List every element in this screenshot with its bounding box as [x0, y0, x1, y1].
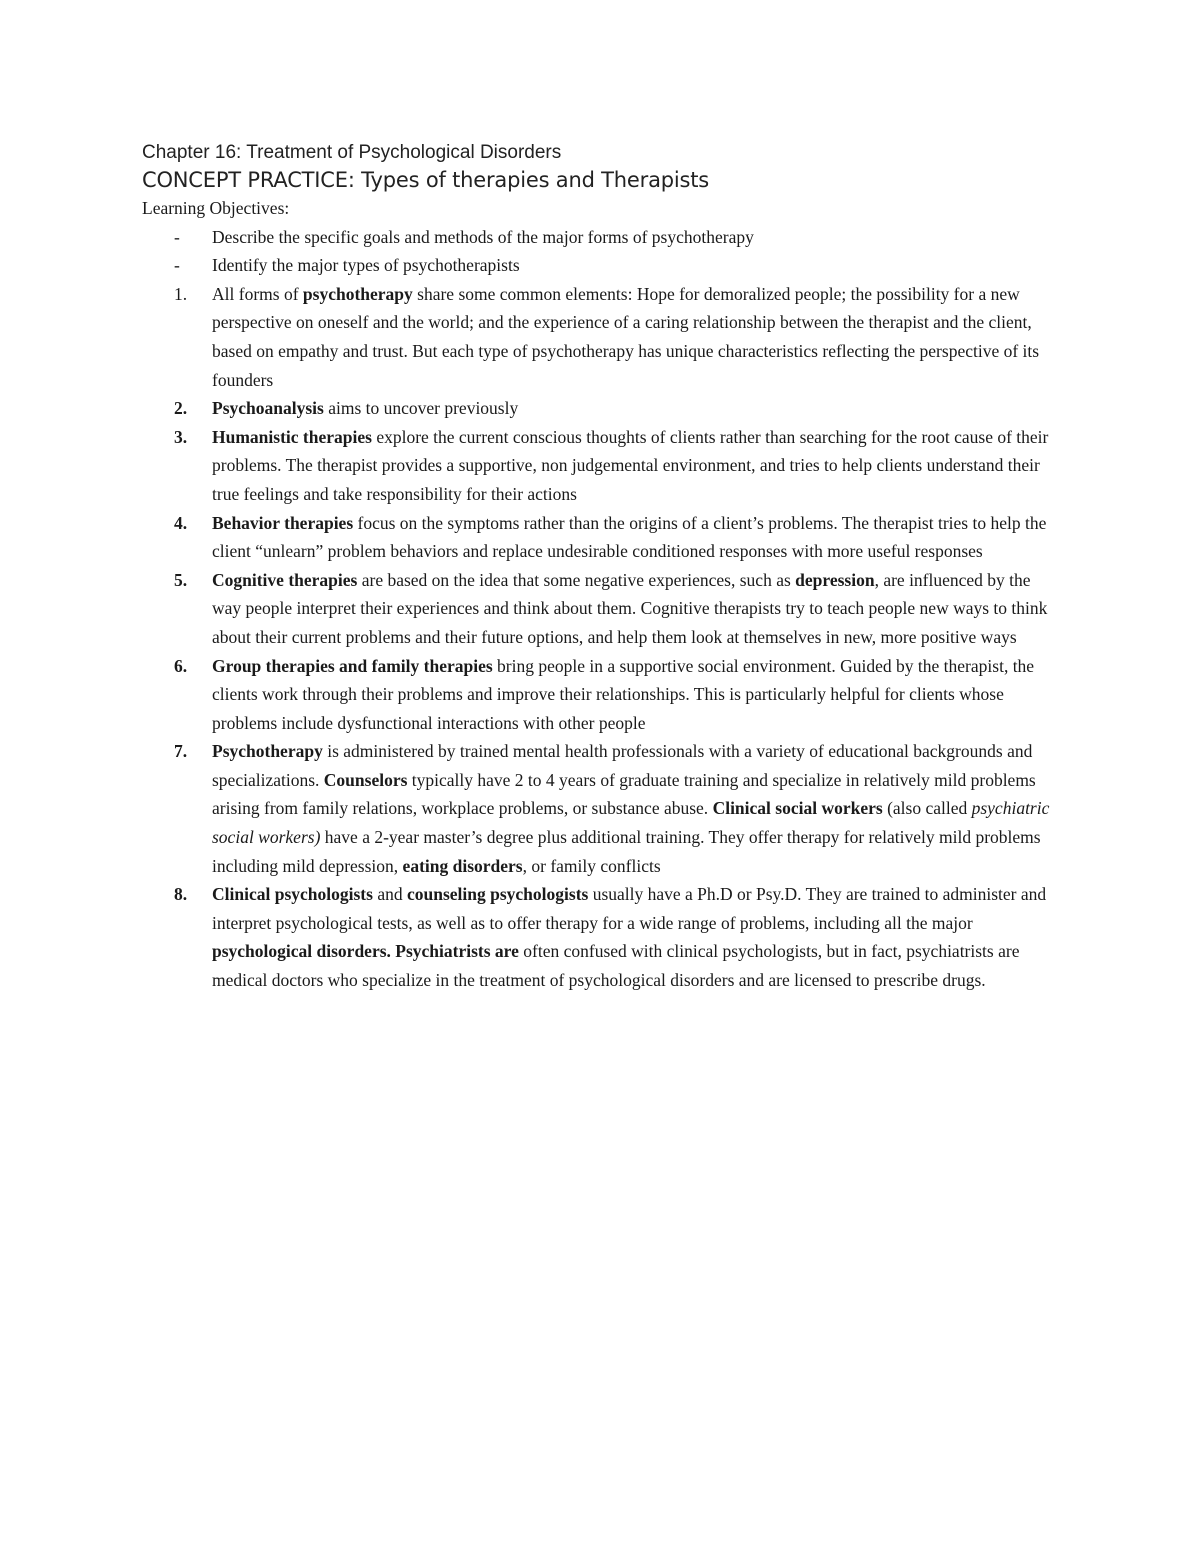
- learning-objectives-label: Learning Objectives:: [142, 198, 290, 218]
- item-number: 4.: [174, 512, 188, 533]
- item-number: 5.: [174, 569, 188, 590]
- objectives-list: [142, 223, 1062, 280]
- objective-item: [142, 223, 1062, 252]
- bold-term: Clinical psychologists: [212, 884, 373, 905]
- item-text: is administered by trained mental health professionals with a variety of educational backgrounds and specializations.: [212, 741, 1033, 790]
- bold-term: Cognitive therapies: [212, 569, 358, 590]
- objective-text: Describe the specific goals and methods of the major forms of psychotherapy: [212, 226, 754, 247]
- item-text: usually have a Ph.D or Psy.D. They are trained to administer and interpret psychological tests, as well as to offer therapy for a wide range of problems, including all the major: [212, 884, 1047, 933]
- italic-term: psychiatric social workers): [212, 798, 1050, 848]
- bold-term: Counselors: [323, 769, 408, 790]
- item-text: and: [372, 884, 407, 905]
- concept-title: CONCEPT PRACTICE: Types of therapies and Therapists: [142, 168, 710, 192]
- item-text: explore the current conscious thoughts of clients rather than searching for the root cause of their problems. The therapist provides a supportive, non judgemental environment, and tries to help clients understand their true feelings and take responsibility for their actions: [212, 426, 1049, 504]
- bold-term: psychotherapy: [302, 283, 413, 304]
- list-item: [142, 394, 1062, 423]
- bold-term: Psychotherapy: [212, 741, 323, 762]
- list-item: [142, 280, 1062, 394]
- item-text: bring people in a supportive social environment. Guided by the therapist, the clients work through their problems and improve their relationships. This is particularly helpful for clients whose problems include dysfunctional interactions with other people: [212, 655, 1035, 733]
- item-text: share some common elements: Hope for demoralized people; the possibility for a new perspective on oneself and the world; and the experience of a caring relationship between the therapist and the client, based on empathy and trust. But each type of psychotherapy has unique characteristics reflecting the perspective of its founders: [212, 283, 1040, 390]
- objective-item: [142, 251, 1062, 280]
- bold-term: Psychoanalysis: [212, 398, 324, 419]
- bullet-dash: -: [174, 255, 180, 276]
- document-body: [142, 194, 1062, 995]
- item-text: (also called: [882, 798, 972, 819]
- list-item: [142, 880, 1062, 994]
- bold-term: Humanistic therapies: [212, 426, 372, 447]
- list-item: [142, 652, 1062, 738]
- chapter-title: Chapter 16: Treatment of Psychological Disorders: [142, 142, 562, 163]
- item-text: aims to uncover previously: [323, 398, 519, 419]
- item-text: often confused with clinical psychologists, but in fact, psychiatrists are medical doctors who specialize in the treatment of psychological disorders and are licensed to prescribe drugs.: [212, 941, 1020, 991]
- item-text: focus on the symptoms rather than the origins of a client’s problems. The therapist tries to help the client “unlearn” problem behaviors and replace undesirable conditioned responses with more useful responses: [212, 512, 1047, 562]
- list-item: [142, 737, 1062, 880]
- list-item: [142, 509, 1062, 566]
- list-item: [142, 423, 1062, 509]
- item-text: typically have 2 to 4 years of graduate training and specialize in relatively mild problems arising from family relations, workplace problems, or substance abuse.: [212, 769, 1036, 819]
- bold-term: counseling psychologists: [406, 884, 589, 905]
- document-page: [142, 140, 1062, 995]
- item-text: , are influenced by the way people interpret their experiences and think about them. Cognitive therapists try to teach people new ways to think about their current problems and their future options, and help them look at themselves in new, more positive ways: [212, 569, 1048, 647]
- item-number: 7.: [174, 741, 188, 762]
- bullet-dash: -: [174, 226, 180, 247]
- item-number: 2.: [174, 398, 188, 419]
- item-text: have a 2-year master’s degree plus additional training. They offer therapy for relatively mild problems including mild depression,: [212, 827, 1041, 876]
- item-number: 3.: [174, 426, 188, 447]
- bold-term: Group therapies and family therapies: [212, 655, 493, 676]
- bold-term: Behavior therapies: [212, 512, 354, 533]
- item-text: , or family conflicts: [522, 855, 661, 876]
- item-text: are based on the idea that some negative experiences, such as: [357, 569, 796, 590]
- bold-term: Clinical social workers: [712, 798, 883, 819]
- bold-term: eating disorders: [402, 855, 523, 876]
- item-number: 1.: [174, 283, 188, 304]
- item-number: 8.: [174, 884, 188, 905]
- list-item: [142, 566, 1062, 652]
- objective-text: Identify the major types of psychotherapists: [212, 255, 520, 276]
- bold-term: psychological disorders. Psychiatrists are: [212, 941, 519, 962]
- item-number: 6.: [174, 655, 188, 676]
- bold-term: depression: [795, 569, 875, 590]
- item-text: All forms of: [212, 283, 303, 304]
- numbered-list: [142, 280, 1062, 995]
